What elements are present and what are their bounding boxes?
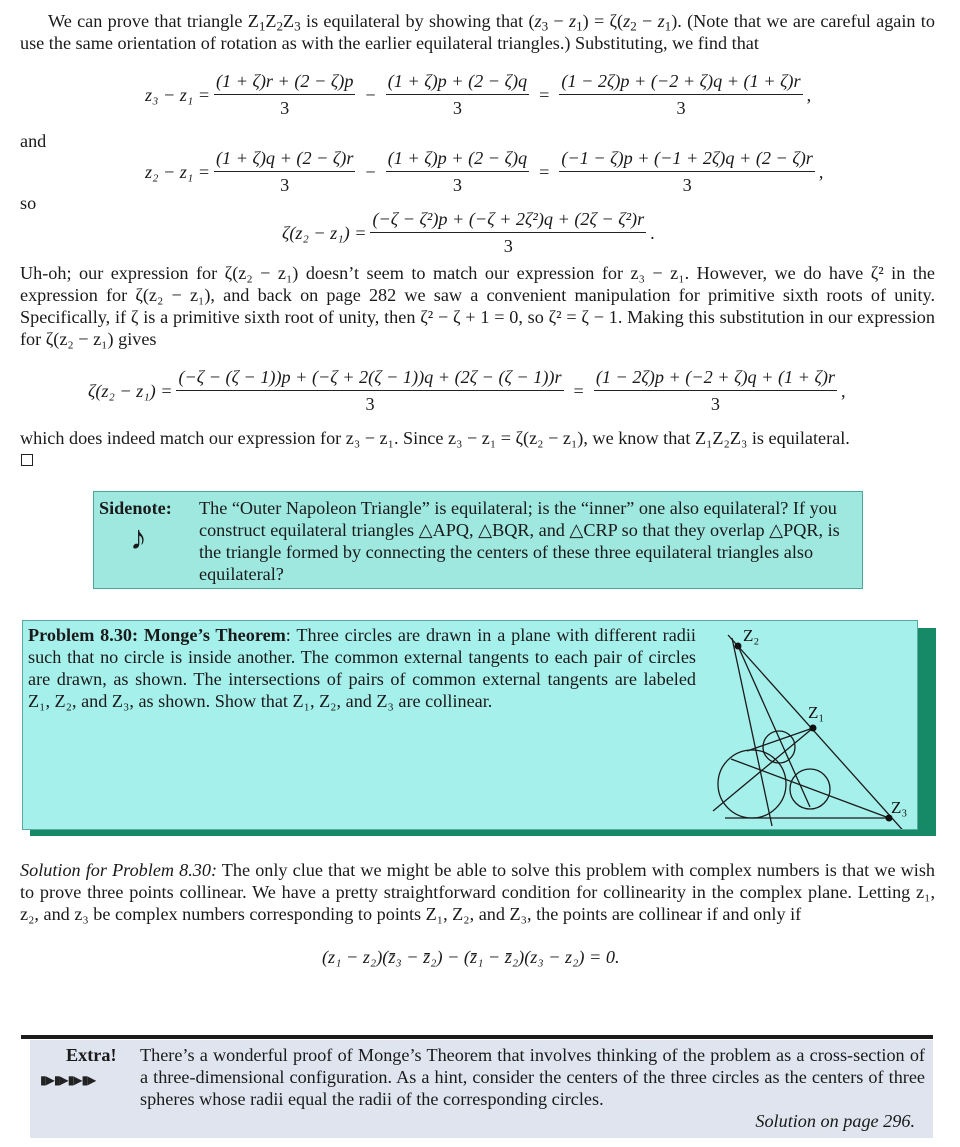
tangent-line — [738, 646, 810, 807]
label-z2: Z₂ — [743, 626, 760, 645]
problem-title: Problem 8.30: Monge’s Theorem — [28, 625, 286, 645]
problem-box — [22, 620, 918, 830]
equation-z2-minus-z1: z₂ − z₁ = $\frac{(1 + \zeta)q + (2 - \zeta)r}{3}$ − $\frac{(1 + \zeta)p + (2 - \zeta)q}{3}$ = $\frac{(-1 - \zeta)p + (-1 + 2\zeta)q + (2 - \zeta)r}{3}$ , — [145, 148, 824, 195]
z-line — [728, 635, 908, 829]
extra-divider — [21, 1035, 933, 1039]
conclusion-paragraph: which does indeed match our expression for z₃ − z₁. Since z₃ − z₁ = ζ(z₂ − z₁), we know that Z₁Z₂Z₃ is equilateral. — [20, 428, 850, 448]
uh-oh-paragraph: Uh-oh; our expression for ζ(z₂ − z₁) doesn’t seem to match our expression for z₃ − z₁. However, we do have ζ² in the expression for ζ(z₂ − z₁), and back on page 282 we saw a convenient manipulation for primitive sixth roots of unity. Specifically, if ζ is a primitive sixth root of unity, then ζ² − ζ + 1 = 0, so ζ² = ζ − 1. Making this substitution in our expression for ζ(z₂ − z₁) gives — [20, 263, 935, 349]
extra-text: There’s a wonderful proof of Monge’s Theorem that involves thinking of the problem as a cross-section of a three-dimensional configuration. As a hint, consider the centers of the three circles as the centers of three spheres whose radii equal the radii of the corresponding circles. — [140, 1045, 925, 1109]
music-note-icon: ♪ — [130, 520, 147, 557]
sidenote-label: Sidenote: — [99, 498, 172, 518]
solution-paragraph: Solution for Problem 8.30: The only clue that we might be able to solve this problem with complex numbers is that we wish to prove three points collinear. We have a pretty straightforward condition for collinearity in the complex plane. Letting z₁, z₂, and z₃ be complex numbers corresponding to points Z₁, Z₂, and Z₃, the points are collinear if and only if — [20, 860, 935, 924]
fraction: $\frac{(1 + \zeta)q + (2 - \zeta)r}{3}$ — [216, 148, 354, 195]
sidenote-box — [93, 491, 863, 589]
tangent-line — [732, 638, 772, 826]
label-z1: Z₁ — [808, 703, 825, 722]
problem-statement: Problem 8.30: Monge’s Theorem: Three circles are drawn in a plane with different radii such that no circle is inside another. The common external tangents to each pair of circles are drawn, as shown. The intersections of pairs of common external tangents are labeled Z₁, Z₂, and Z₃, as shown. Show that Z₁, Z₂, and Z₃ are collinear. — [28, 625, 696, 711]
equation-substitution: ζ(z₂ − z₁) = $\frac{(-\zeta - (\zeta - 1))p + (-\zeta + 2(\zeta - 1))q + (2\zeta - (\zeta - 1))r}{3}$ = $\frac{(1 - 2\zeta)p + (-2 + \zeta)q + (1 + \zeta)r}{3}$ , — [88, 367, 846, 414]
fraction: $\frac{(1 + \zeta)p + (2 - \zeta)q}{3}$ — [387, 71, 528, 118]
extra-label: Extra! — [66, 1045, 117, 1065]
arrows-icon: ▮▶▮▶▮▶▮▶ — [40, 1073, 96, 1087]
word-so: so — [20, 193, 37, 213]
fraction: $\frac{(-1 - \zeta)p + (-1 + 2\zeta)q + (2 - \zeta)r}{3}$ — [561, 148, 813, 195]
fraction: $\frac{(1 - 2\zeta)p + (-2 + \zeta)q + (1 + \zeta)r}{3}$ — [595, 367, 835, 414]
fraction: $\frac{(1 + \zeta)p + (2 - \zeta)q}{3}$ — [387, 148, 528, 195]
qed-square-icon — [21, 454, 33, 466]
fraction: $\frac{\text{(−ζ − ζ²)p + (−ζ + 2ζ²)q + (2ζ − ζ²)r}}{3}$ — [372, 209, 645, 256]
point-z2 — [735, 643, 742, 650]
equation-zeta-z2-minus-z1: ζ(z₂ − z₁) = $\frac{\text{(−ζ − ζ²)p + (−ζ + 2ζ²)q + (2ζ − ζ²)r}}{3}$ . — [282, 209, 655, 256]
extra-box — [30, 1040, 933, 1138]
fraction: $\frac{(-\zeta - (\zeta - 1))p + (-\zeta + 2(\zeta - 1))q + (2\zeta - (\zeta - 1))r}{3}$ — [178, 367, 562, 414]
solution-reference: Solution on page 296. — [755, 1111, 915, 1131]
solution-lead: Solution for Problem 8.30: — [20, 860, 218, 880]
sidenote-text: The “Outer Napoleon Triangle” is equilateral; is the “inner” one also equilateral? If you construct equilateral triangles △APQ, △BQR, and △CRP so that they overlap △PQR, is the triangle formed by connecting the centers of these three equilateral triangles also equilateral? — [199, 498, 840, 584]
collinearity-equation: (z₁ − z₂)(z̄₃ − z̄₂) − (z̄₁ − z̄₂)(z₃ − z₂) = 0. — [322, 947, 620, 967]
monge-figure — [23, 621, 917, 829]
equation-z3-minus-z1: z₃ − z₁ = $\frac{(1 + \zeta)r + (2 - \zeta)p}{3}$ − $\frac{(1 + \zeta)p + (2 - \zeta)q}{3}$ = $\frac{(1 - 2\zeta)p + (-2 + \zeta)q + (1 + \zeta)r}{3}$ , — [145, 71, 812, 118]
fraction: $\frac{(1 - 2\zeta)p + (-2 + \zeta)q + (1 + \zeta)r}{3}$ — [561, 71, 801, 118]
word-and: and — [20, 131, 47, 151]
label-z3: Z₃ — [891, 798, 908, 817]
large-circle — [718, 750, 786, 818]
point-z1 — [810, 725, 817, 732]
fraction: $\frac{(1 + \zeta)r + (2 - \zeta)p}{3}$ — [216, 71, 354, 118]
tangent-line — [713, 728, 813, 811]
intro-paragraph: We can prove that triangle $Z_1Z_2Z_3$ is equilateral by showing that $(z_3 - z_1) = \zeta(z_2 - z_1)$. (Note that we are careful again to use the same orientation of rotation as with the earlier equilateral triangles.) Substituting, we find that — [20, 11, 935, 53]
